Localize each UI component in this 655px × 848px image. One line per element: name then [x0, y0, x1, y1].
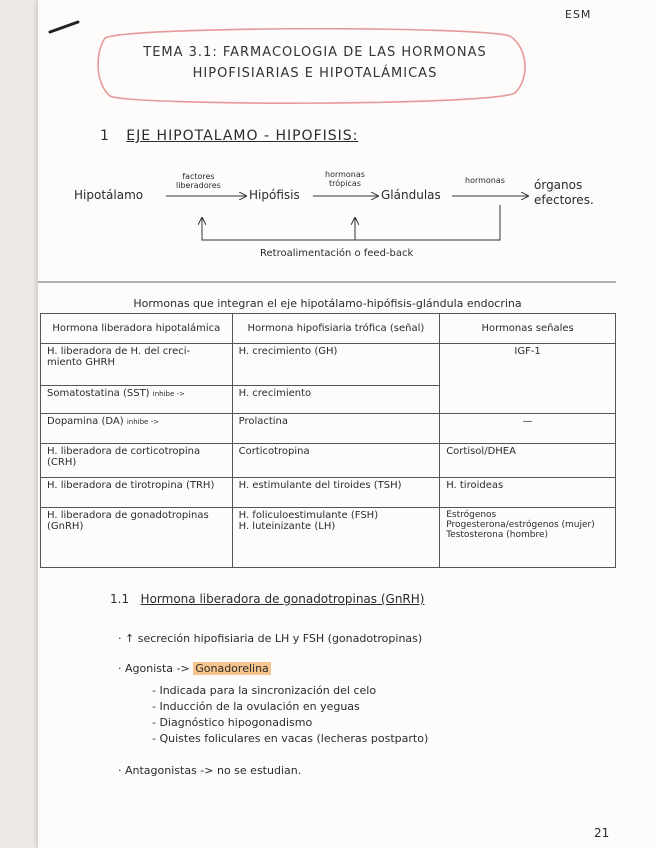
note-antagonistas: · Antagonistas -> no se estudian.: [118, 764, 302, 777]
page-title: [100, 42, 530, 84]
factores-line-2: liberadores: [176, 181, 221, 190]
table-title: Hormonas que integran el eje hipotálamo-hipófisis-glándula endocrina: [133, 297, 522, 310]
table-cell: IGF-1: [440, 344, 616, 414]
note-sub-item: - Diagnóstico hipogonadismo: [152, 716, 313, 729]
hormonas-tropicas-label: [325, 170, 365, 188]
table-row: [41, 344, 616, 386]
table-cell: H. crecimiento: [232, 386, 440, 414]
section-1-1-heading: [110, 592, 424, 606]
table-cell: H. estimulante del tiroides (TSH): [232, 478, 440, 508]
table-cell: H. liberadora de gonadotropinas (GnRH): [41, 508, 233, 568]
table-row: [41, 508, 616, 568]
table-row: [41, 478, 616, 508]
table-cell: H. liberadora de corticotropina (CRH): [41, 444, 233, 478]
hormones-table: [40, 313, 616, 568]
section-1-1-number: 1.1: [110, 592, 130, 606]
note-agonista: [118, 662, 271, 675]
table-cell-note: inhibe ->: [126, 418, 159, 426]
hipofisis-label: Hipófisis: [249, 188, 300, 202]
section-1-1-title: Hormona liberadora de gonadotropinas (GnRH): [140, 592, 425, 606]
organos-line-2: efectores.: [534, 193, 594, 207]
table-cell: Estrógenos Progesterona/estrógenos (mujer) Testosterona (hombre): [440, 508, 616, 568]
table-cell-note: inhibe ->: [152, 390, 185, 398]
gonadorelina-highlight: Gonadorelina: [195, 662, 269, 675]
pen-stroke-mark: [48, 20, 80, 34]
table-cell: Prolactina: [232, 414, 440, 444]
title-line-2: HIPOFISIARIAS E HIPOTALÁMICAS: [192, 66, 438, 81]
organos-line-1: órganos: [534, 178, 583, 192]
table-row: [41, 444, 616, 478]
table-row: [41, 414, 616, 444]
tropicas-line-1: hormonas: [325, 170, 365, 179]
section-divider-line: [38, 280, 618, 284]
title-line-1: TEMA 3.1: FARMACOLOGIA DE LAS HORMONAS: [143, 45, 487, 60]
note-secretion: · ↑ secreción hipofisiaria de LH y FSH (gonadotropinas): [118, 632, 423, 645]
note-sub-item: - Inducción de la ovulación en yeguas: [152, 700, 360, 713]
agonista-label: · Agonista ->: [118, 662, 190, 675]
table-cell: H. liberadora de tirotropina (TRH): [41, 478, 233, 508]
factores-liberadores-label: [176, 172, 221, 190]
section-1-title: EJE HIPOTALAMO - HIPOFISIS:: [126, 128, 359, 144]
table-cell-text: Dopamina (DA): [47, 416, 124, 427]
author-initials: ESM: [565, 8, 592, 21]
tropicas-line-2: trópicas: [329, 179, 361, 188]
table-cell: H. foliculoestimulante (FSH) H. luteinizante (LH): [232, 508, 440, 568]
section-1-number: 1: [100, 128, 110, 144]
axis-diagram: [60, 160, 600, 270]
table-cell: Corticotropina: [232, 444, 440, 478]
table-header-cell: Hormona hipofisiaria trófica (señal): [232, 314, 440, 344]
hormonas-label: hormonas: [465, 176, 505, 185]
note-sub-item: - Quistes foliculares en vacas (lecheras postparto): [152, 732, 429, 745]
hipotalamo-label: Hipotálamo: [74, 188, 144, 202]
page-number: 21: [594, 826, 610, 840]
table-header-cell: Hormona liberadora hipotalámica: [41, 314, 233, 344]
factores-line-1: factores: [182, 172, 215, 181]
table-header-cell: Hormonas señales: [440, 314, 616, 344]
table-cell: H. crecimiento (GH): [232, 344, 440, 386]
feedback-label: Retroalimentación o feed-back: [260, 248, 414, 259]
glandulas-label: Glándulas: [381, 188, 441, 202]
table-cell-text: Somatostatina (SST): [47, 388, 150, 399]
table-cell: H. tiroideas: [440, 478, 616, 508]
section-1-heading: [100, 128, 358, 144]
organos-efectores-label: [534, 178, 594, 208]
table-cell: Cortisol/DHEA: [440, 444, 616, 478]
table-header-row: [41, 314, 616, 344]
table-cell: H. liberadora de H. del creci- miento GHRH: [41, 344, 233, 386]
note-sub-item: - Indicada para la sincronización del celo: [152, 684, 377, 697]
table-cell: [41, 386, 233, 414]
table-cell: [41, 414, 233, 444]
table-cell: —: [440, 414, 616, 444]
